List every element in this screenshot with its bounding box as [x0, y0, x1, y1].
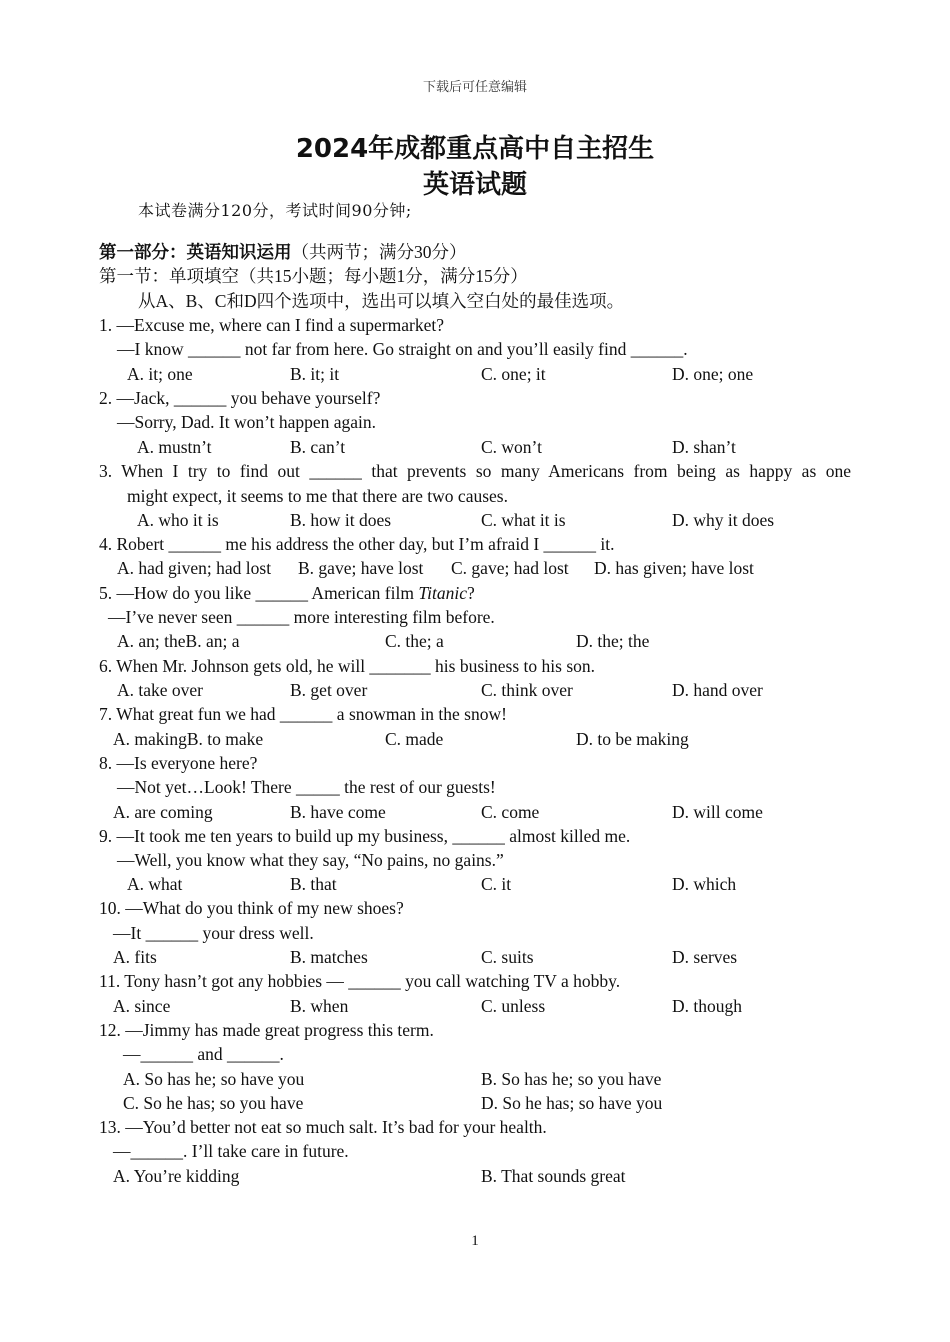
q10-option-c: C. suits [481, 947, 534, 967]
page-number: 1 [471, 1233, 479, 1249]
part1-heading-bold: 第一部分：英语知识运用 [99, 242, 292, 262]
q2-stem: 2. —Jack, ______ you behave yourself? [99, 388, 381, 408]
q2-option-c: C. won’t [481, 437, 542, 457]
q13-option-b: B. That sounds great [481, 1166, 626, 1186]
q9-option-c: C. it [481, 874, 512, 894]
q4-option-b: B. gave; have lost [298, 558, 424, 578]
q8-option-d: D. will come [672, 802, 763, 822]
q11-option-a: A. since [113, 996, 171, 1016]
exam-title: 2024年成都重点高中自主招生 [295, 134, 655, 164]
q3-stem-2: might expect, it seems to me that there are two causes. [127, 486, 508, 506]
q6-stem: 6. When Mr. Johnson gets old, he will _______ his business to his son. [99, 656, 596, 676]
q6-option-a: A. take over [117, 680, 204, 700]
q1-stem: 1. —Excuse me, where can I find a supermarket? [99, 315, 444, 335]
q2-option-b: B. can’t [290, 437, 346, 457]
q5-stem-pre: 5. —How do you like ______ American film [99, 583, 419, 603]
q11-option-c: C. unless [481, 996, 546, 1016]
q4-stem: 4. Robert ______ me his address the other day, but I’m afraid I ______ it. [99, 534, 615, 554]
q13-stem: 13. —You’d better not eat so much salt. It’s bad for your health. [99, 1117, 547, 1137]
q2-option-d: D. shan’t [672, 437, 736, 457]
section1-heading: 第一节：单项填空（共15小题；每小题1分，满分15分） [99, 266, 528, 286]
q2-option-a: A. mustn’t [137, 437, 212, 457]
q1-option-c: C. one; it [481, 364, 546, 384]
q2-stem-2: —Sorry, Dad. It won’t happen again. [117, 412, 377, 432]
q5-stem-post: ? [466, 583, 475, 603]
q11-option-d: D. though [672, 996, 742, 1016]
q7-option-ab: A. makingB. to make [113, 729, 264, 749]
q6-option-c: C. think over [481, 680, 573, 700]
part1-heading [99, 240, 467, 264]
q7-option-c: C. made [385, 729, 444, 749]
q12-stem: 12. —Jimmy has made great progress this term. [99, 1020, 434, 1040]
q1-option-d: D. one; one [672, 364, 754, 384]
q12-option-b: B. So has he; so you have [481, 1069, 662, 1089]
header-note: 下载后可任意编辑 [422, 79, 527, 94]
q1-stem-2: —I know ______ not far from here. Go straight on and you’ll easily find ______. [117, 339, 688, 359]
q4-option-d: D. has given; have lost [594, 558, 754, 578]
q3-option-a: A. who it is [137, 510, 219, 530]
q12-option-d: D. So he has; so have you [481, 1093, 663, 1113]
q7-option-d: D. to be making [576, 729, 689, 749]
q6-option-d: D. hand over [672, 680, 763, 700]
q5-option-c: C. the; a [385, 631, 444, 651]
q11-option-b: B. when [290, 996, 349, 1016]
q12-option-a: A. So has he; so have you [123, 1069, 305, 1089]
q8-stem: 8. —Is everyone here? [99, 753, 258, 773]
q9-option-a: A. what [127, 874, 183, 894]
q12-stem-2: —______ and ______. [123, 1044, 284, 1064]
q9-option-b: B. that [290, 874, 337, 894]
q5-option-ab: A. an; theB. an; a [117, 631, 240, 651]
q12-option-c: C. So he has; so you have [123, 1093, 304, 1113]
q3-option-c: C. what it is [481, 510, 566, 530]
exam-intro: 本试卷满分120分，考试时间90分钟; [138, 201, 412, 220]
q8-option-b: B. have come [290, 802, 386, 822]
q5-stem-2: —I’ve never seen ______ more interesting film before. [108, 607, 495, 627]
q5-film-title: Titanic [418, 583, 467, 603]
q6-option-b: B. get over [290, 680, 368, 700]
q11-stem: 11. Tony hasn’t got any hobbies — ______ you call watching TV a hobby. [99, 971, 621, 991]
q1-option-a: A. it; one [127, 364, 193, 384]
q10-stem: 10. —What do you think of my new shoes? [99, 898, 404, 918]
q10-stem-2: —It ______ your dress well. [113, 923, 314, 943]
q9-stem-2: —Well, you know what they say, “No pains, no gains.” [117, 850, 504, 870]
q5-option-d: D. the; the [576, 631, 650, 651]
section1-instruction: 从A、B、C和D四个选项中，选出可以填入空白处的最佳选项。 [138, 291, 625, 311]
q8-option-a: A. are coming [113, 802, 213, 822]
q9-option-d: D. which [672, 874, 737, 894]
q10-option-d: D. serves [672, 947, 738, 967]
q4-option-a: A. had given; had lost [117, 558, 272, 578]
q8-option-c: C. come [481, 802, 540, 822]
q3-stem: 3. When I try to find out ______ that prevents so many Americans from being as happy as one [99, 461, 851, 481]
q7-stem: 7. What great fun we had ______ a snowman in the snow! [99, 704, 507, 724]
exam-subtitle: 英语试题 [422, 170, 527, 200]
q9-stem: 9. —It took me ten years to build up my business, ______ almost killed me. [99, 826, 631, 846]
q10-option-a: A. fits [113, 947, 157, 967]
q3-option-b: B. how it does [290, 510, 392, 530]
q1-option-b: B. it; it [290, 364, 340, 384]
q10-option-b: B. matches [290, 947, 368, 967]
q3-option-d: D. why it does [672, 510, 775, 530]
q8-stem-2: —Not yet…Look! There _____ the rest of our guests! [117, 777, 496, 797]
q5-stem [99, 581, 475, 605]
q13-option-a: A. You’re kidding [113, 1166, 240, 1186]
part1-heading-rest: （共两节；满分30分） [291, 242, 467, 262]
q13-stem-2: —______. I’ll take care in future. [113, 1141, 349, 1161]
q4-option-c: C. gave; had lost [451, 558, 569, 578]
